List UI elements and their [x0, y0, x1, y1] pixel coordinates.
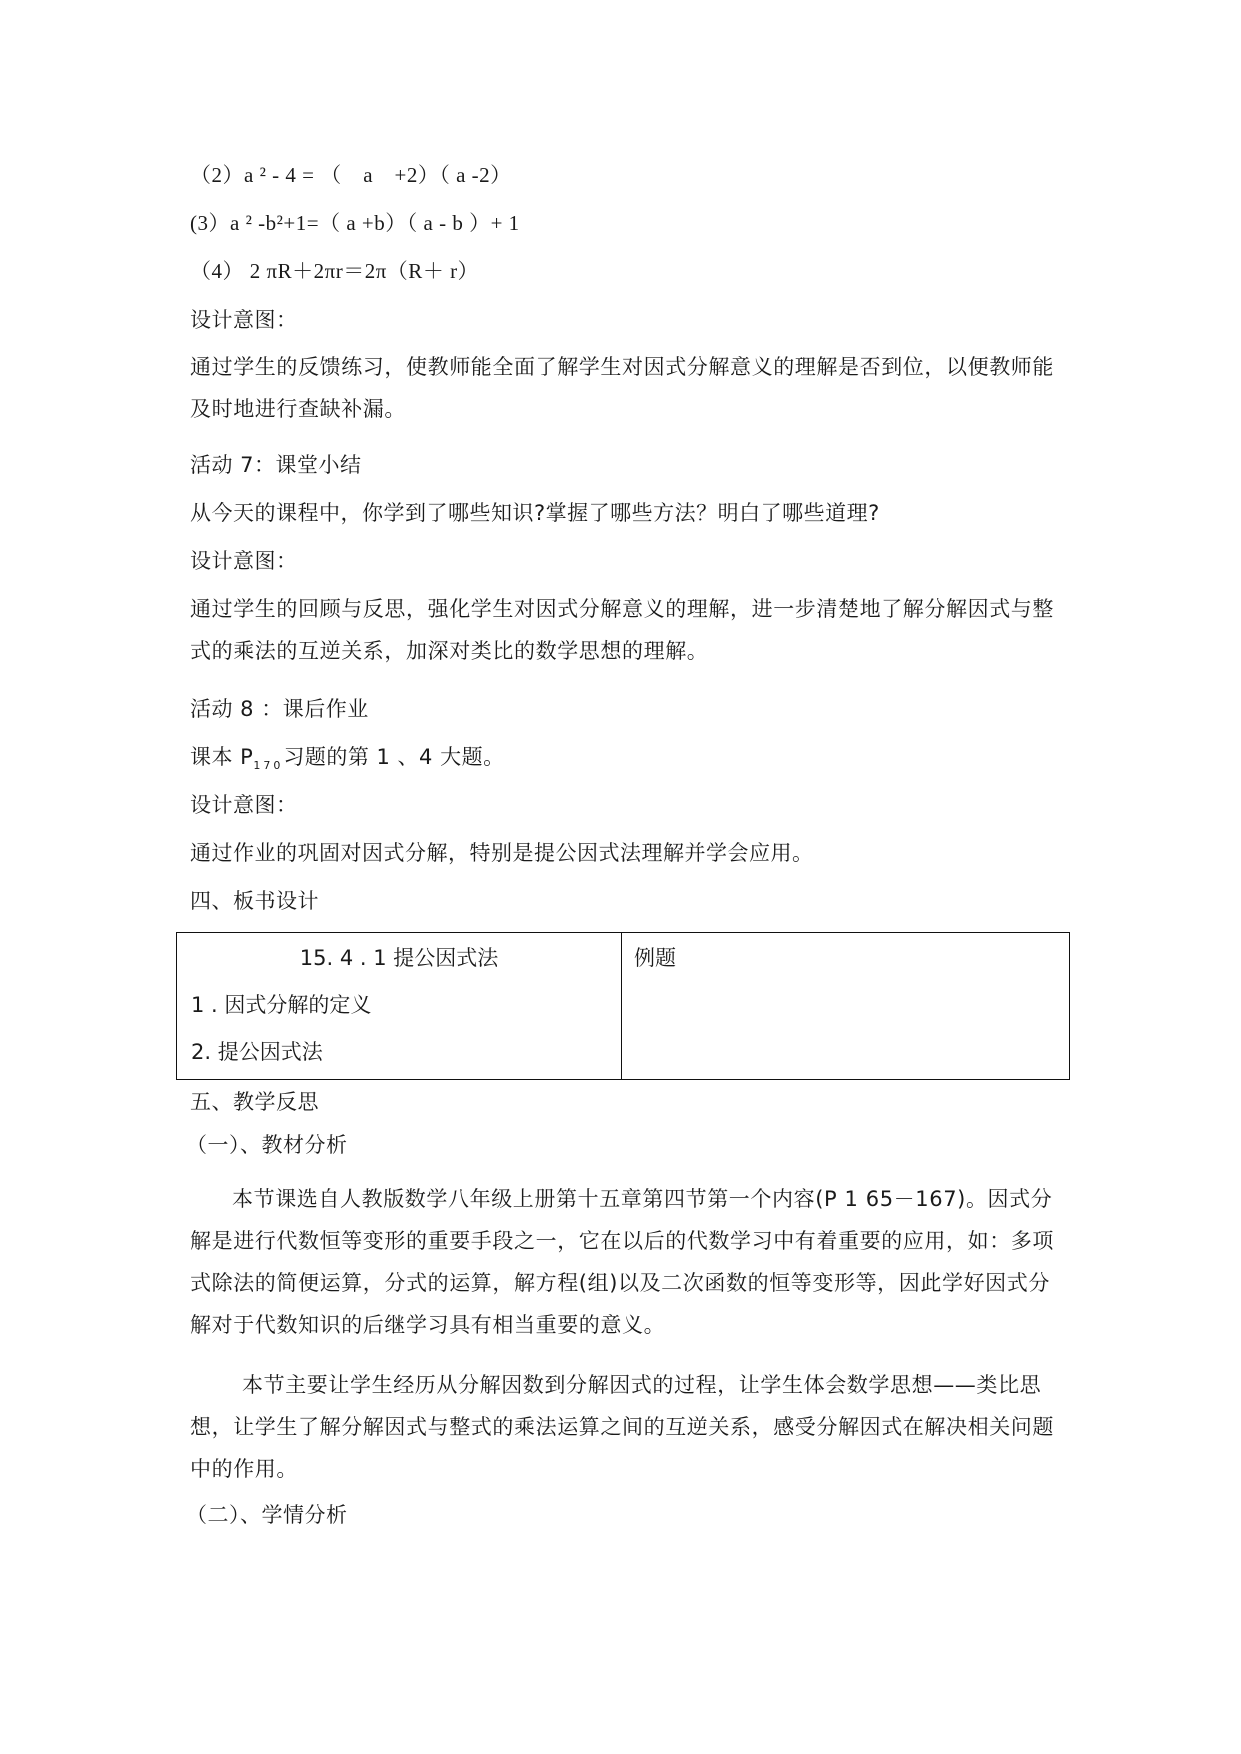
equation-3: (3）a ² -b²+1=（ a +b）（ a - b ）+ 1	[190, 211, 520, 235]
reflection-paragraph-1: 本节课选自人教版数学八年级上册第十五章第四节第一个内容(P 1 65－167)。因式分解是进行代数恒等变形的重要手段之一，它在以后的代数学习中有着重要的应用，如：多项式除法的简便运算，分式的运算，解方程(组)以及二次函数的恒等变形等，因此学好因式分解对于代数知识的后继学习具有相当重要的意义。	[190, 1187, 1054, 1337]
reflection-sub-1: （一）、教材分析	[186, 1133, 348, 1157]
reflection-paragraph-2: 本节主要让学生经历从分解因数到分解因式的过程，让学生体会数学思想——类比思想，让学生了解分解因式与整式的乘法运算之间的互逆关系，感受分解因式在解决相关问题中的作用。	[190, 1373, 1054, 1481]
design-intent-text-3: 通过作业的巩固对因式分解，特别是提公因式法理解并学会应用。	[190, 841, 814, 865]
design-intent-text-1: 通过学生的反馈练习，使教师能全面了解学生对因式分解意义的理解是否到位，以便教师能及时地进行查缺补漏。	[190, 355, 1054, 421]
activity-7-heading: 活动 7：课堂小结	[190, 453, 362, 477]
board-left-title: 15. 4 . 1 提公因式法	[299, 946, 499, 970]
reflection-sub-2: （二）、学情分析	[186, 1503, 348, 1527]
equation-4: （4） 2 πR＋2πr＝2π（R＋ r）	[190, 259, 480, 283]
board-left-item-1: 1 . 因式分解的定义	[191, 993, 372, 1017]
board-right-cell	[622, 933, 1070, 1080]
design-intent-text-2: 通过学生的回顾与反思，强化学生对因式分解意义的理解，进一步清楚地了解分解因式与整式的乘法的互逆关系，加深对类比的数学思想的理解。	[190, 597, 1054, 663]
activity-8-prefix: 课本 P	[190, 745, 254, 769]
design-intent-heading-1: 设计意图：	[190, 308, 298, 332]
board-design-table	[176, 932, 1070, 1080]
design-intent-heading-2: 设计意图：	[190, 549, 298, 573]
board-left-item-2: 2. 提公因式法	[191, 1040, 323, 1064]
board-right-label: 例题	[634, 946, 676, 970]
activity-8-suffix: 习题的第 1 、4 大题。	[283, 745, 505, 769]
activity-8-text	[190, 742, 505, 781]
design-intent-heading-3: 设计意图：	[190, 793, 298, 817]
reflection-heading: 五、教学反思	[190, 1090, 319, 1114]
activity-7-text: 从今天的课程中，你学到了哪些知识?掌握了哪些方法？明白了哪些道理?	[190, 501, 880, 525]
board-design-heading: 四、板书设计	[190, 889, 319, 913]
board-left-cell	[177, 933, 622, 1080]
equation-2: （2）a ² - 4 = （ a +2）（ a -2）	[190, 163, 512, 187]
activity-8-page-sub: 170	[253, 759, 284, 772]
activity-8-heading: 活动 8 ：课后作业	[190, 697, 369, 721]
